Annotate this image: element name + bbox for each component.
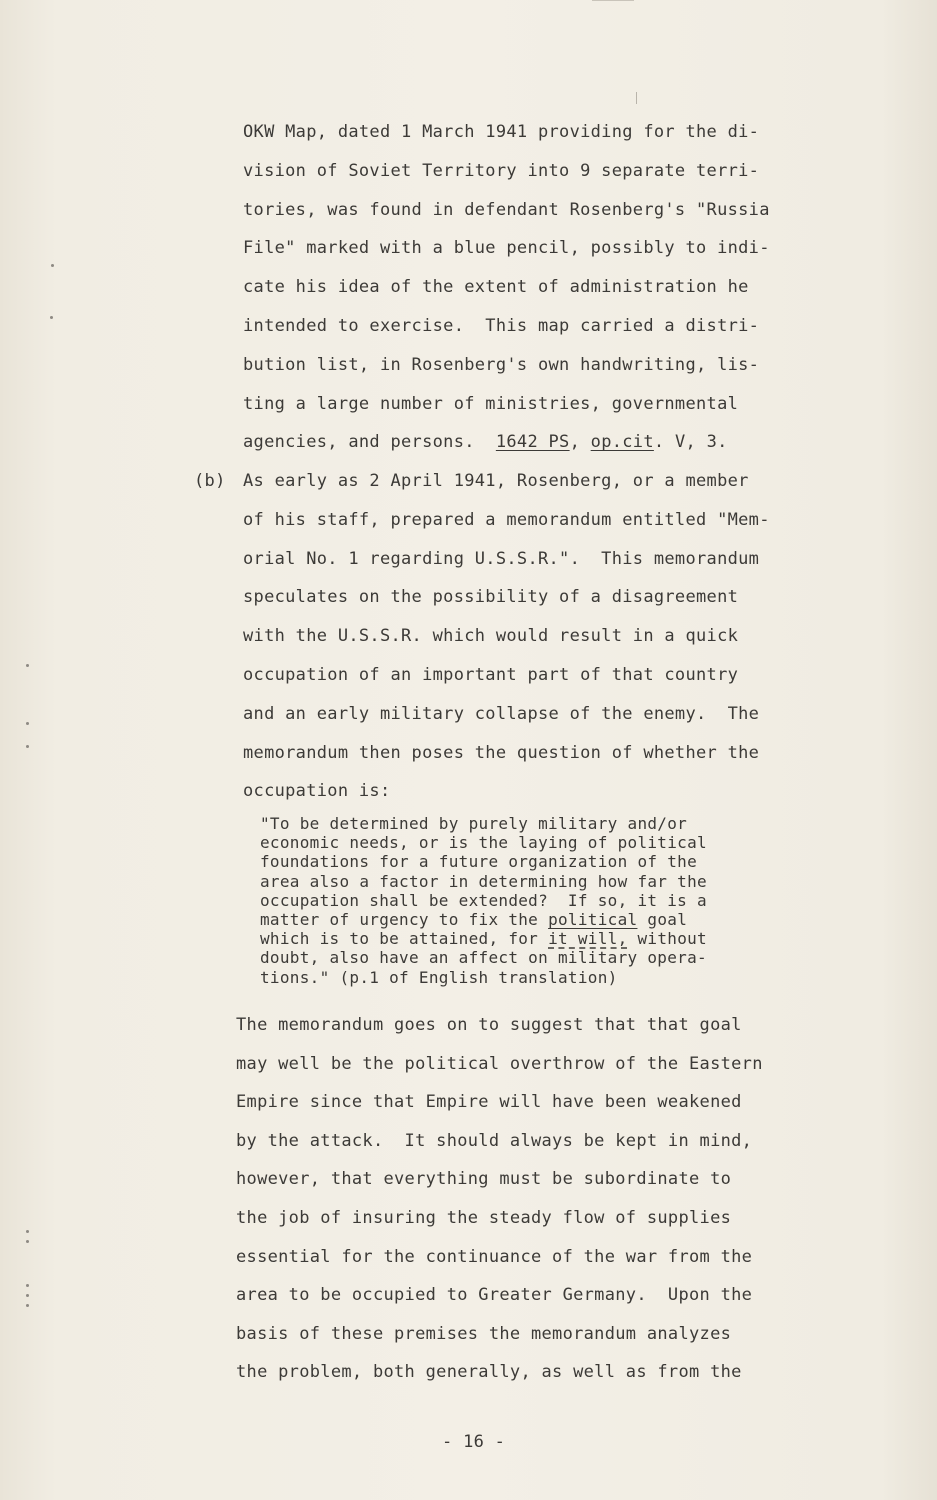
- quote-line: area also a factor in determining how far the: [260, 871, 707, 891]
- section-marker: (b): [194, 471, 226, 491]
- text-line: however, that everything must be subordinate to: [236, 1169, 732, 1190]
- quote-text: goal: [637, 910, 688, 930]
- text-line: occupation is:: [243, 781, 391, 802]
- binding-hole-mark: [26, 1304, 29, 1307]
- paragraph-2: [243, 462, 770, 811]
- quote-line: [260, 910, 707, 929]
- binding-hole-mark: [26, 1284, 29, 1287]
- binding-hole-mark: [51, 264, 54, 267]
- quote-text: matter of urgency to fix the: [260, 910, 549, 930]
- quote-line: tions." (p.1 of English translation): [260, 967, 618, 987]
- quote-line: economic needs, or is the laying of political: [260, 833, 707, 853]
- text-line: File" marked with a blue pencil, possibly to indi-: [243, 238, 770, 259]
- pencil-tick-mark: [636, 92, 637, 104]
- quote-line: [260, 929, 707, 948]
- underlined-word: it will,: [548, 929, 628, 949]
- quote-line: foundations for a future organization of the: [260, 852, 698, 872]
- text-line: As early as 2 April 1941, Rosenberg, or a member: [243, 471, 749, 491]
- text-line: by the attack. It should always be kept in mind,: [236, 1130, 753, 1151]
- binding-hole-mark: [26, 1294, 29, 1297]
- text-line: orial No. 1 regarding U.S.S.R.". This memorandum: [243, 548, 760, 569]
- quote-line: doubt, also have an affect on military opera-: [260, 948, 707, 968]
- text-line: Empire since that Empire will have been weakened: [236, 1092, 742, 1113]
- text-line: with the U.S.S.R. which would result in a quick: [243, 626, 739, 647]
- binding-hole-mark: [50, 316, 53, 319]
- text-line: ting a large number of ministries, governmental: [243, 393, 739, 414]
- quote-line: "To be determined by purely military and/or: [260, 814, 688, 833]
- binding-hole-mark: [26, 722, 29, 725]
- citation-opcit: op.cit: [590, 432, 654, 453]
- citation-prefix: agencies, and persons.: [243, 432, 496, 453]
- citation-suffix: . V, 3.: [653, 432, 728, 453]
- binding-hole-mark: [26, 664, 29, 667]
- text-line: area to be occupied to Greater Germany. Upon the: [236, 1285, 753, 1306]
- text-line: and an early military collapse of the enemy. The: [243, 703, 760, 724]
- citation-separator: ,: [569, 432, 591, 453]
- text-line: intended to exercise. This map carried a distri-: [243, 315, 760, 336]
- text-line: cate his idea of the extent of administration he: [243, 277, 749, 298]
- text-line: tories, was found in defendant Rosenberg's "Russia: [243, 199, 770, 220]
- text-line: vision of Soviet Territory into 9 separate terri-: [243, 160, 760, 181]
- quote-line: occupation shall be extended? If so, it is a: [260, 890, 707, 910]
- text-line: basis of these premises the memorandum analyzes: [236, 1323, 732, 1344]
- text-line: essential for the continuance of the war from the: [236, 1246, 753, 1267]
- top-edge-mark: [592, 0, 634, 1]
- block-quote: [260, 814, 707, 987]
- binding-hole-mark: [26, 1240, 29, 1243]
- text-line: memorandum then poses the question of whether the: [243, 742, 760, 763]
- text-line: OKW Map, dated 1 March 1941 providing for the di-: [243, 122, 760, 142]
- text-line: The memorandum goes on to suggest that that goal: [236, 1015, 742, 1035]
- citation-exhibit: 1642 PS: [495, 432, 570, 453]
- binding-hole-mark: [26, 745, 29, 748]
- underlined-word: political: [548, 910, 638, 930]
- quote-text: without: [627, 929, 707, 949]
- paragraph-1: [243, 113, 770, 462]
- text-line: may well be the political overthrow of the Eastern: [236, 1053, 763, 1074]
- text-line: speculates on the possibility of a disagreement: [243, 587, 739, 608]
- paragraph-3: [236, 1006, 763, 1392]
- page-number: - 16 -: [442, 1432, 506, 1452]
- text-line: bution list, in Rosenberg's own handwriting, lis-: [243, 354, 760, 375]
- text-line: the job of insuring the steady flow of supplies: [236, 1207, 732, 1228]
- binding-hole-mark: [26, 1230, 29, 1233]
- text-line: of his staff, prepared a memorandum entitled "Mem-: [243, 509, 770, 530]
- text-line-citation: [243, 423, 770, 462]
- quote-text: which is to be attained, for: [260, 929, 549, 949]
- text-line: the problem, both generally, as well as from the: [236, 1362, 742, 1383]
- text-line: occupation of an important part of that country: [243, 664, 739, 685]
